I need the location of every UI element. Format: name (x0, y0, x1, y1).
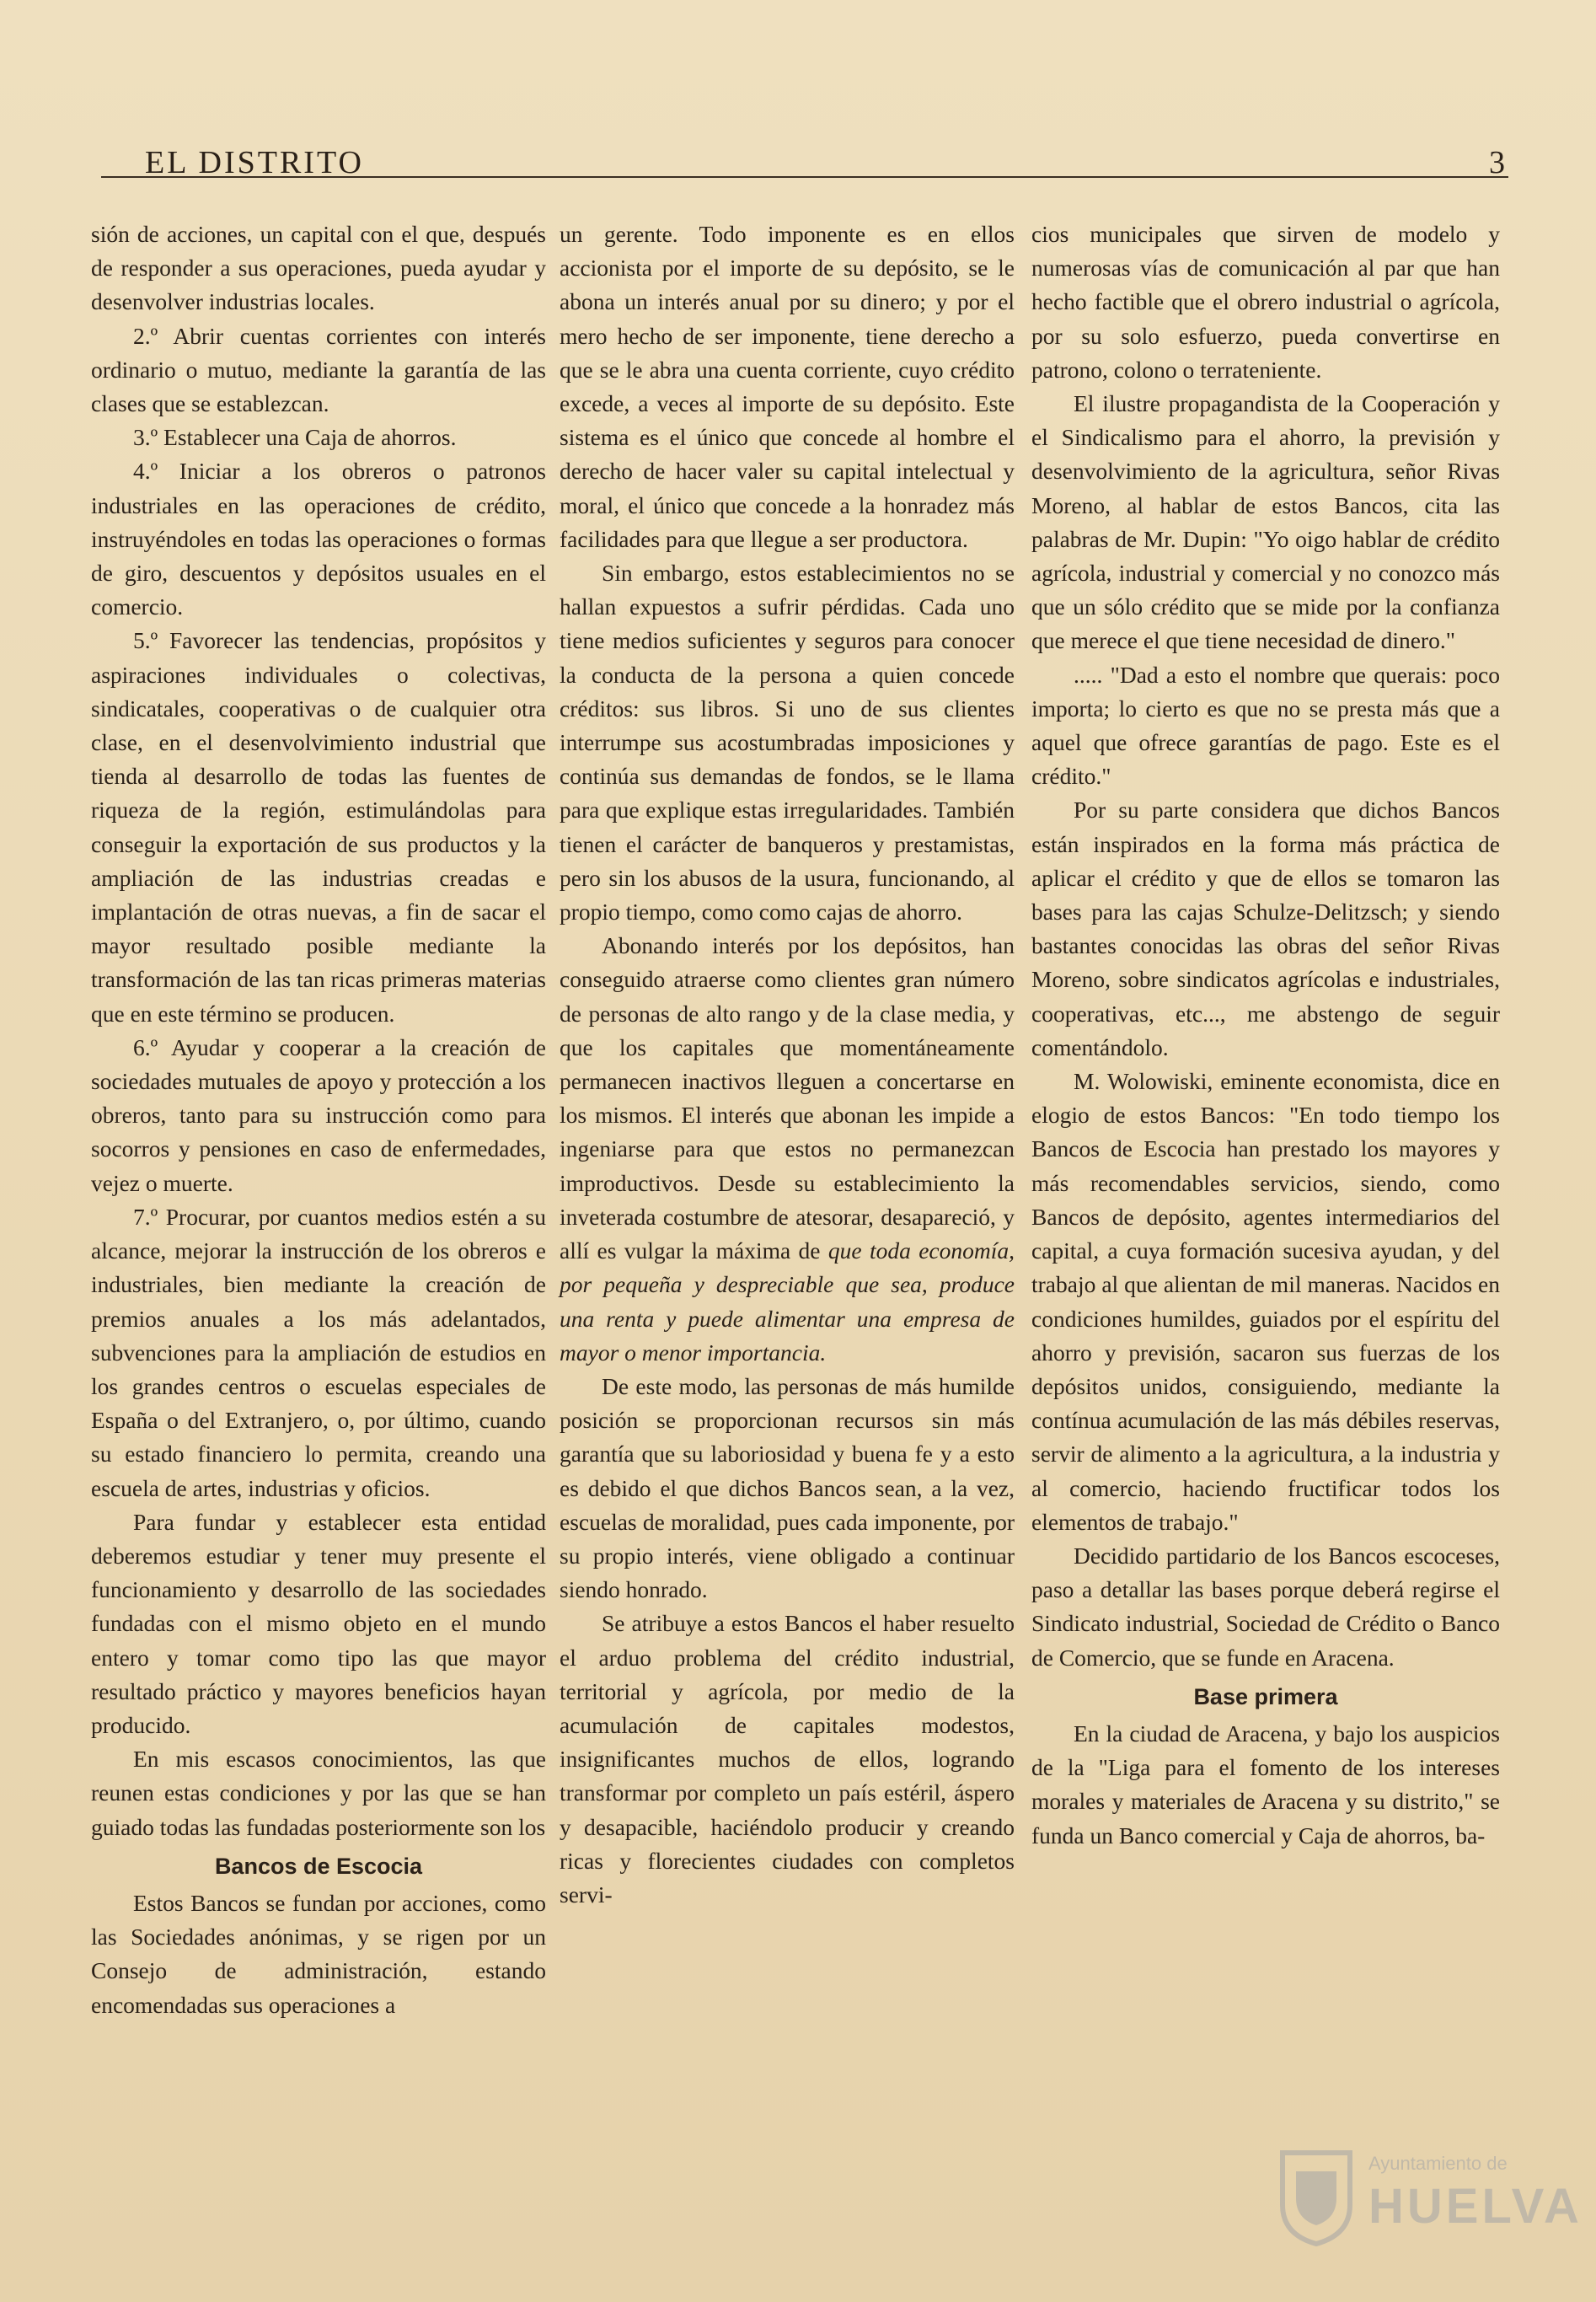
page-header (101, 139, 1508, 181)
newspaper-title: EL DISTRITO (145, 145, 364, 180)
paragraph: 4.º Iniciar a los obreros o patronos industriales en las operaciones de crédito, instruyéndoles en todas las operaciones o formas de giro, descuentos y depósitos usuales en el comercio. (91, 458, 546, 620)
paragraph: Por su parte considera que dichos Bancos están inspirados en la forma más práctica de aplicar el crédito y que de ellos se tomaron las bases para las cajas Schulze-Delitzsch; y siendo bastantes conocidas las obras del señor Rivas Moreno, sobre sindicatos agrícolas e industriales, cooperativas, etc..., me abstengo de seguir comentándolo. (1031, 797, 1500, 1060)
paragraph: Estos Bancos se fundan por acciones, como las Sociedades anónimas, y se rigen por un Consejo de administración, estando encomendadas sus operaciones a (91, 1889, 546, 2018)
header-rule (101, 176, 1508, 178)
paragraph: cios municipales que sirven de modelo y numerosas vías de comunicación al par que han hecho factible que el obrero industrial o agrícola, por su solo esfuerzo, pueda convertirse en patrono, colono o terrateniente. (1031, 221, 1500, 383)
paragraph: sión de acciones, un capital con el que, después de responder a sus operaciones, pueda ayudar y desenvolver industrias locales. (91, 221, 546, 315)
paragraph: 6.º Ayudar y cooperar a la creación de sociedades mutuales de apoyo y protección a los obreros, tanto para su instrucción como para socorros y pensiones en caso de enfermedades, vejez o muerte. (91, 1033, 546, 1196)
column-3 (1031, 217, 1500, 1853)
page-number: 3 (1489, 145, 1505, 180)
archive-watermark (1276, 2138, 1583, 2256)
paragraph: En la ciudad de Aracena, y bajo los auspicios de la "Liga para el fomento de los intereses morales y materiales de Aracena y su distrito," se funda un Banco comercial y Caja de ahorros, ba- (1031, 1720, 1500, 1849)
section-heading: Base primera (1193, 1683, 1338, 1709)
watermark-line-2: HUELVA (1368, 2179, 1583, 2234)
paragraph: ..... "Dad a esto el nombre que querais: poco importa; lo cierto es que no se presta más que a aquel que ofrece garantías de pago. Este es el crédito." (1031, 661, 1500, 790)
column-2 (560, 217, 1015, 1912)
paragraph: Para fundar y establecer esta entidad deberemos estudiar y tener muy presente el funcionamiento y desarrollo de las sociedades fundadas con el mismo objeto en el mundo entero y tomar como tipo las que mayor resultado práctico y mayores beneficios hayan producido. (91, 1508, 546, 1738)
paragraph: Sin embargo, estos establecimientos no se hallan expuestos a sufrir pérdidas. Cada uno tiene medios suficientes y seguros para conocer la conducta de la persona a quien concede créditos: sus libros. Si uno de sus clientes interrumpe sus acostumbradas imposiciones y continúa sus demandas de fondos, se le llama para que explique estas irregularidades. También tienen el carácter de banqueros y prestamistas, pero sin los abusos de la usura, funcionando, al propio tiempo, como como cajas de ahorro. (560, 560, 1015, 926)
column-1 (91, 217, 546, 2022)
paragraph: 7.º Procurar, por cuantos medios estén a su alcance, mejorar la instrucción de los obreros e industriales, bien mediante la creación de premios anuales a los más adelantados, subvenciones para la ampliación de estudios en los grandes centros o escuelas especiales de España o del Extranjero, o, por último, cuando su estado financiero lo permita, creando una escuela de artes, industrias y oficios. (91, 1203, 546, 1501)
paragraph: un gerente. Todo imponente es en ellos accionista por el importe de su depósito, se le abona un interés anual por su dinero; y por el mero hecho de ser imponente, tiene derecho a que se le abra una cuenta corriente, cuyo crédito excede, a veces al importe de su depósito. Este sistema es el único que concede al hombre el derecho de hacer valer su capital intelectual y moral, el único que concede a la honradez más facilidades para que llegue a ser productora. (560, 221, 1015, 552)
shield-icon (1276, 2146, 1357, 2247)
paragraph: Se atribuye a estos Bancos el haber resuelto el arduo problema del crédito industrial, territorial y agrícola, por medio de la acumulación de capitales modestos, insignificantes muchos de ellos, logrando transformar por completo un país estéril, áspero y desapacible, haciéndolo producir y creando ricas y florecientes ciudades con completos servi- (560, 1610, 1015, 1908)
paragraph: Decidido partidario de los Bancos escoceses, paso a detallar las bases porque deberá regirse el Sindicato industrial, Sociedad de Crédito o Banco de Comercio, que se funde en Aracena. (1031, 1542, 1500, 1671)
paragraph: 3.º Establecer una Caja de ahorros. (133, 424, 457, 451)
paragraph: 2.º Abrir cuentas corrientes con interés ordinario o mutuo, mediante la garantía de las clases que se establezcan. (91, 322, 546, 417)
paragraph: 5.º Favorecer las tendencias, propósitos y aspiraciones individuales o colectivas, sindicatales, cooperativas o de cualquier otra clase, en el desenvolvimiento industrial que tienda al desarrollo de todas las fuentes de riqueza de la región, estimulándolas para conseguir la exportación de sus productos y la ampliación de las industrias creadas e implantación de otras nuevas, a fin de sacar el mayor resultado posible mediante la transformación de las tan ricas primeras materias que en este término se producen. (91, 627, 546, 1027)
watermark-line-1: Ayuntamiento de (1368, 2153, 1508, 2174)
paragraph: M. Wolowiski, eminente economista, dice en elogio de estos Bancos: "En todo tiempo los Bancos de Escocia han prestado los mayores y más recomendables servicios, siendo, como Bancos de depósito, agentes intermediarios del capital, a cuya formación sucesiva ayudan, y del trabajo al que alientan de mil maneras. Nacidos en condiciones humildes, guiados por el espíritu del ahorro y previsión, sacaron sus fuerzas de los depósitos unidos, consiguiendo, mediante la contínua acumulación de las más débiles reservas, servir de alimento a la agricultura, a la industria y al comercio, haciendo fructificar todos los elementos de trabajo." (1031, 1068, 1500, 1535)
section-heading: Bancos de Escocia (214, 1853, 423, 1879)
italic-maxim: que toda economía, por pequeña y despreciable que sea, produce una renta y puede alimentar una empresa de mayor o menor importancia. (560, 1237, 1015, 1366)
paragraph: De este modo, las personas de más humilde posición se proporcionan recursos sin más garantía que su laboriosidad y buena fe y a esto es debido el que dichos Bancos sean, a la vez, escuelas de moralidad, pues cada imponente, por su propio interés, viene obligado a continuar siendo honrado. (560, 1372, 1015, 1603)
paragraph-text: Abonando interés por los depósitos, han conseguido atraerse como clientes gran número de personas de alto rango y de la clase media, y que los capitales que momentáneamente permanecen inactivos lleguen a concertarse en los mismos. El interés que abonan les impide a ingeniarse para que estos no permanezcan improductivos. Desde su establecimiento la inveterada costumbre de atesorar, desapareció, y allí es vulgar la máxima de (560, 932, 1015, 1264)
paragraph (560, 929, 1015, 1370)
paragraph: El ilustre propagandista de la Cooperación y el Sindicalismo para el ahorro, la previsión y desenvolvimiento de la agricultura, señor Rivas Moreno, al hablar de estos Bancos, cita las palabras de Mr. Dupin: "Yo oigo hablar de crédito agrícola, industrial y comercial y no conozco más que un sólo crédito que se mide por la confianza que merece el que tiene necesidad de dinero." (1031, 390, 1500, 654)
paragraph: En mis escasos conocimientos, las que reunen estas condiciones y por las que se han guiado todas las fundadas posteriormente son los (91, 1746, 546, 1840)
